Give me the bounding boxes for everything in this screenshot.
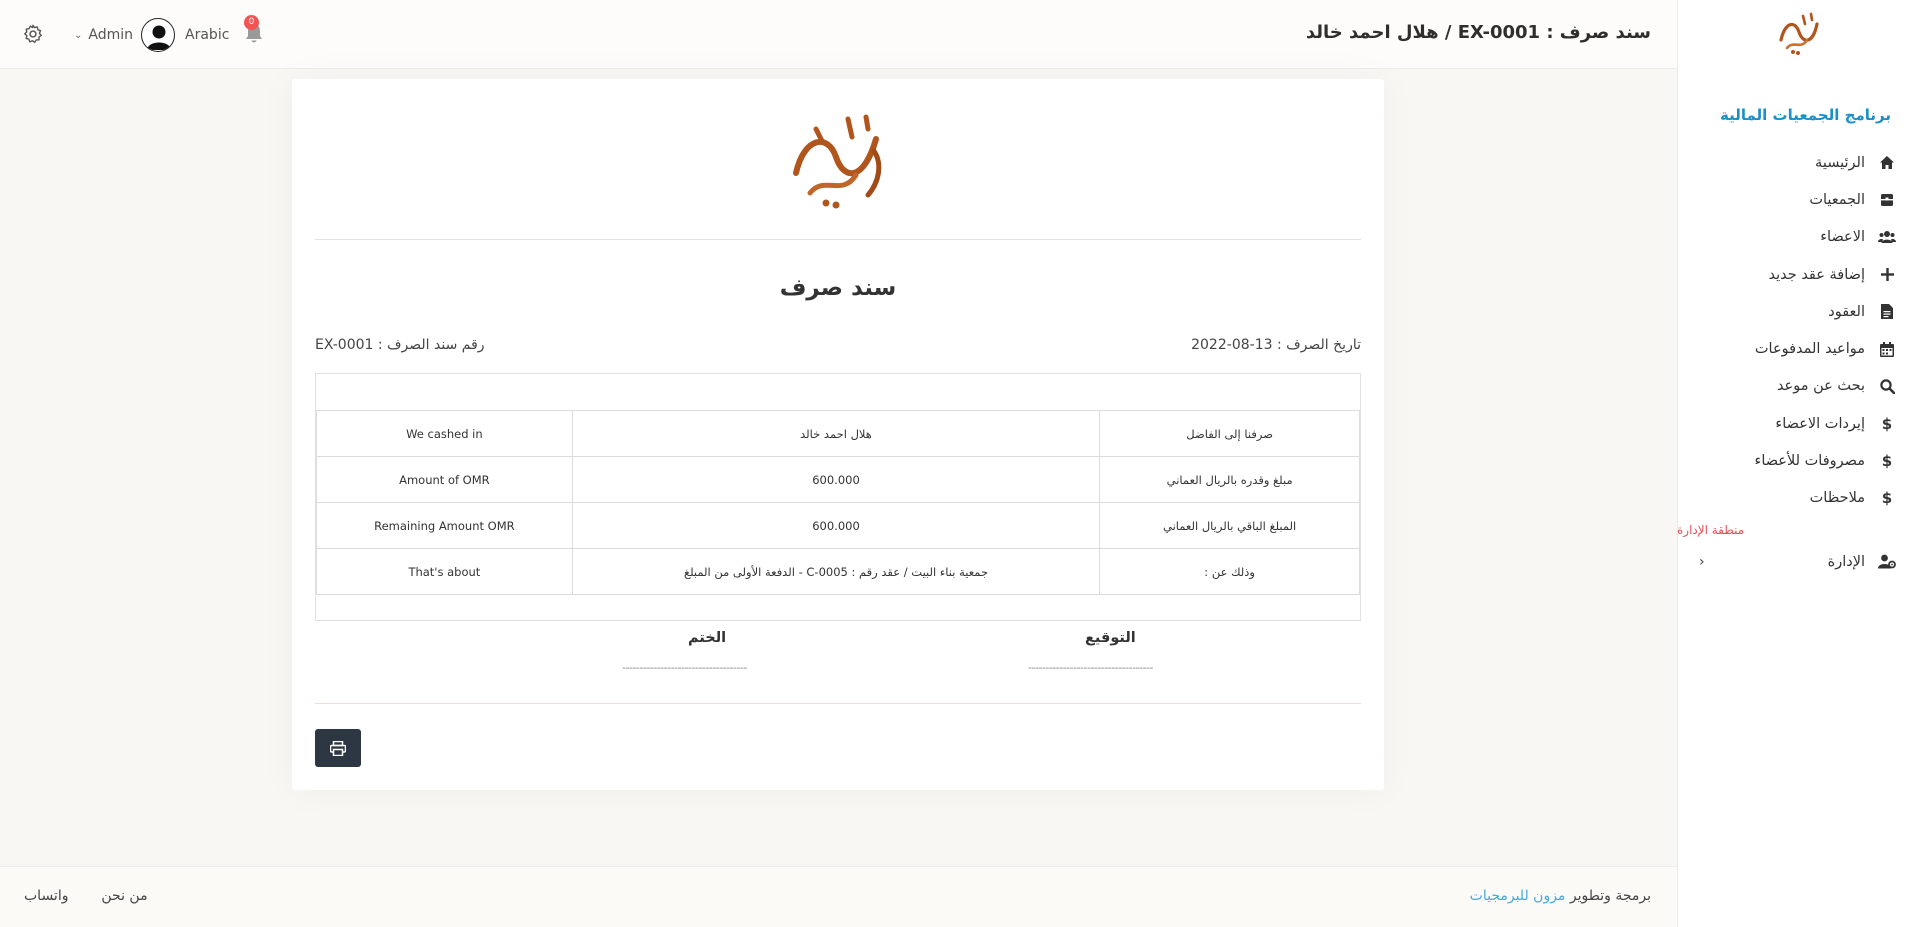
voucher-table-container [315, 373, 1361, 621]
sidebar-item-label: الجمعيات [1809, 191, 1865, 208]
user-menu[interactable] [74, 18, 229, 52]
row-value: 600.000 [572, 503, 1100, 549]
voucher-logo [782, 111, 894, 215]
sidebar-item-label: الرئيسية [1815, 154, 1865, 171]
voucher-title: سند صرف [779, 275, 897, 301]
table-row [317, 549, 1360, 595]
row-value: 600.000 [572, 457, 1100, 503]
credit-prefix: برمجة وتطوير [1569, 888, 1651, 904]
page-title: سند صرف : EX-0001 / هلال احمد خالد [1305, 22, 1651, 43]
sidebar-item-members[interactable] [1677, 219, 1913, 256]
row-value: جمعية بناء البيت / عقد رقم : C-0005 - الدفعة الأولى من المبلغ [572, 549, 1100, 595]
row-label-ar: صرفنا إلى الفاضل [1100, 411, 1360, 457]
box-icon [1877, 190, 1897, 210]
row-label-ar: مبلغ وقدره بالريال العماني [1100, 457, 1360, 503]
chevron-right-icon: › [1699, 553, 1705, 570]
sidebar-item-label: ملاحظات [1809, 490, 1865, 507]
logo-mark-icon [782, 111, 894, 211]
row-label-ar: المبلغ الباقي بالريال العماني [1100, 503, 1360, 549]
sidebar-item-label: إيردات الاعضاء [1775, 415, 1865, 432]
voucher-number: رقم سند الصرف : EX-0001 [315, 337, 485, 353]
stamp-label: الختم [688, 630, 727, 646]
credit-link[interactable]: مزون للبرمجيات [1469, 888, 1566, 904]
sidebar-item-notes[interactable] [1677, 480, 1913, 517]
dollar-icon: $ [1881, 414, 1893, 433]
sidebar-item-payment-dates[interactable] [1677, 330, 1913, 367]
user-gear-icon [1877, 552, 1897, 572]
sidebar-item-label: مصروفات للأعضاء [1754, 453, 1865, 470]
sidebar-section-admin-area: منطقة الإدارة [1677, 522, 1745, 537]
table-row [317, 411, 1360, 457]
dollar-icon: $ [1881, 452, 1893, 471]
stamp-line: ------------------------------------ [622, 661, 747, 674]
sidebar-item-label: إضافة عقد جديد [1768, 266, 1865, 283]
calendar-icon [1877, 339, 1897, 359]
sidebar-item-search-date[interactable] [1677, 368, 1913, 405]
user-name: Admin [88, 27, 134, 43]
divider [315, 703, 1361, 704]
sidebar-item-label: الاعضاء [1820, 229, 1865, 246]
table-row [317, 503, 1360, 549]
sidebar [1677, 0, 1913, 927]
dollar-icon: $ [1881, 489, 1893, 508]
chevron-down-icon: ⌄ [74, 29, 83, 41]
sidebar-item-label: العقود [1828, 303, 1865, 320]
sidebar-item-administration[interactable] [1677, 543, 1913, 580]
sidebar-item-home[interactable] [1677, 144, 1913, 181]
sidebar-menu [1677, 144, 1913, 580]
sidebar-item-member-revenues[interactable] [1677, 405, 1913, 442]
row-label-en: That's about [317, 549, 573, 595]
row-label-en: Amount of OMR [317, 457, 573, 503]
voucher-table [316, 410, 1360, 595]
footer-link-about[interactable]: من نحن [101, 888, 148, 904]
app-title[interactable]: برنامج الجمعيات المالية [1719, 106, 1891, 124]
footer-links [24, 888, 148, 904]
footer-credit [1470, 888, 1651, 904]
row-label-en: We cashed in [317, 411, 573, 457]
notifications-button[interactable] [244, 17, 264, 48]
signature-line: ------------------------------------ [1028, 661, 1153, 674]
voucher-card [292, 79, 1384, 790]
language-switcher[interactable]: Arabic [185, 27, 230, 43]
sidebar-item-label: مواعيد المدفوعات [1754, 341, 1865, 358]
voucher-date: تاريخ الصرف : 13-08-2022 [1191, 337, 1361, 353]
signature-label: التوقيع [1085, 630, 1136, 646]
gear-icon[interactable] [22, 23, 44, 49]
row-label-ar: وذلك عن : [1100, 549, 1360, 595]
table-row [317, 457, 1360, 503]
row-label-en: Remaining Amount OMR [317, 503, 573, 549]
plus-icon [1877, 265, 1897, 285]
users-icon [1877, 227, 1897, 247]
sidebar-item-contracts[interactable] [1677, 293, 1913, 330]
print-button[interactable] [315, 729, 361, 767]
sidebar-item-member-expenses[interactable] [1677, 442, 1913, 479]
row-value: هلال احمد خالد [572, 411, 1100, 457]
sidebar-item-label: الإدارة [1827, 553, 1865, 570]
printer-icon [330, 741, 346, 756]
top-header [0, 0, 1677, 69]
footer-link-whatsapp[interactable]: واتساب [24, 888, 69, 904]
logo-mark-icon [1773, 10, 1823, 56]
sidebar-item-add-contract[interactable] [1677, 256, 1913, 293]
sidebar-item-label: بحث عن موعد [1776, 378, 1865, 395]
divider [315, 239, 1361, 240]
sidebar-logo[interactable] [1678, 10, 1913, 60]
home-icon [1877, 153, 1897, 173]
footer [0, 866, 1677, 927]
avatar [141, 18, 175, 52]
search-icon [1877, 376, 1897, 396]
notification-badge: 0 [244, 15, 259, 30]
file-icon [1877, 302, 1897, 322]
sidebar-item-associations[interactable] [1677, 181, 1913, 218]
